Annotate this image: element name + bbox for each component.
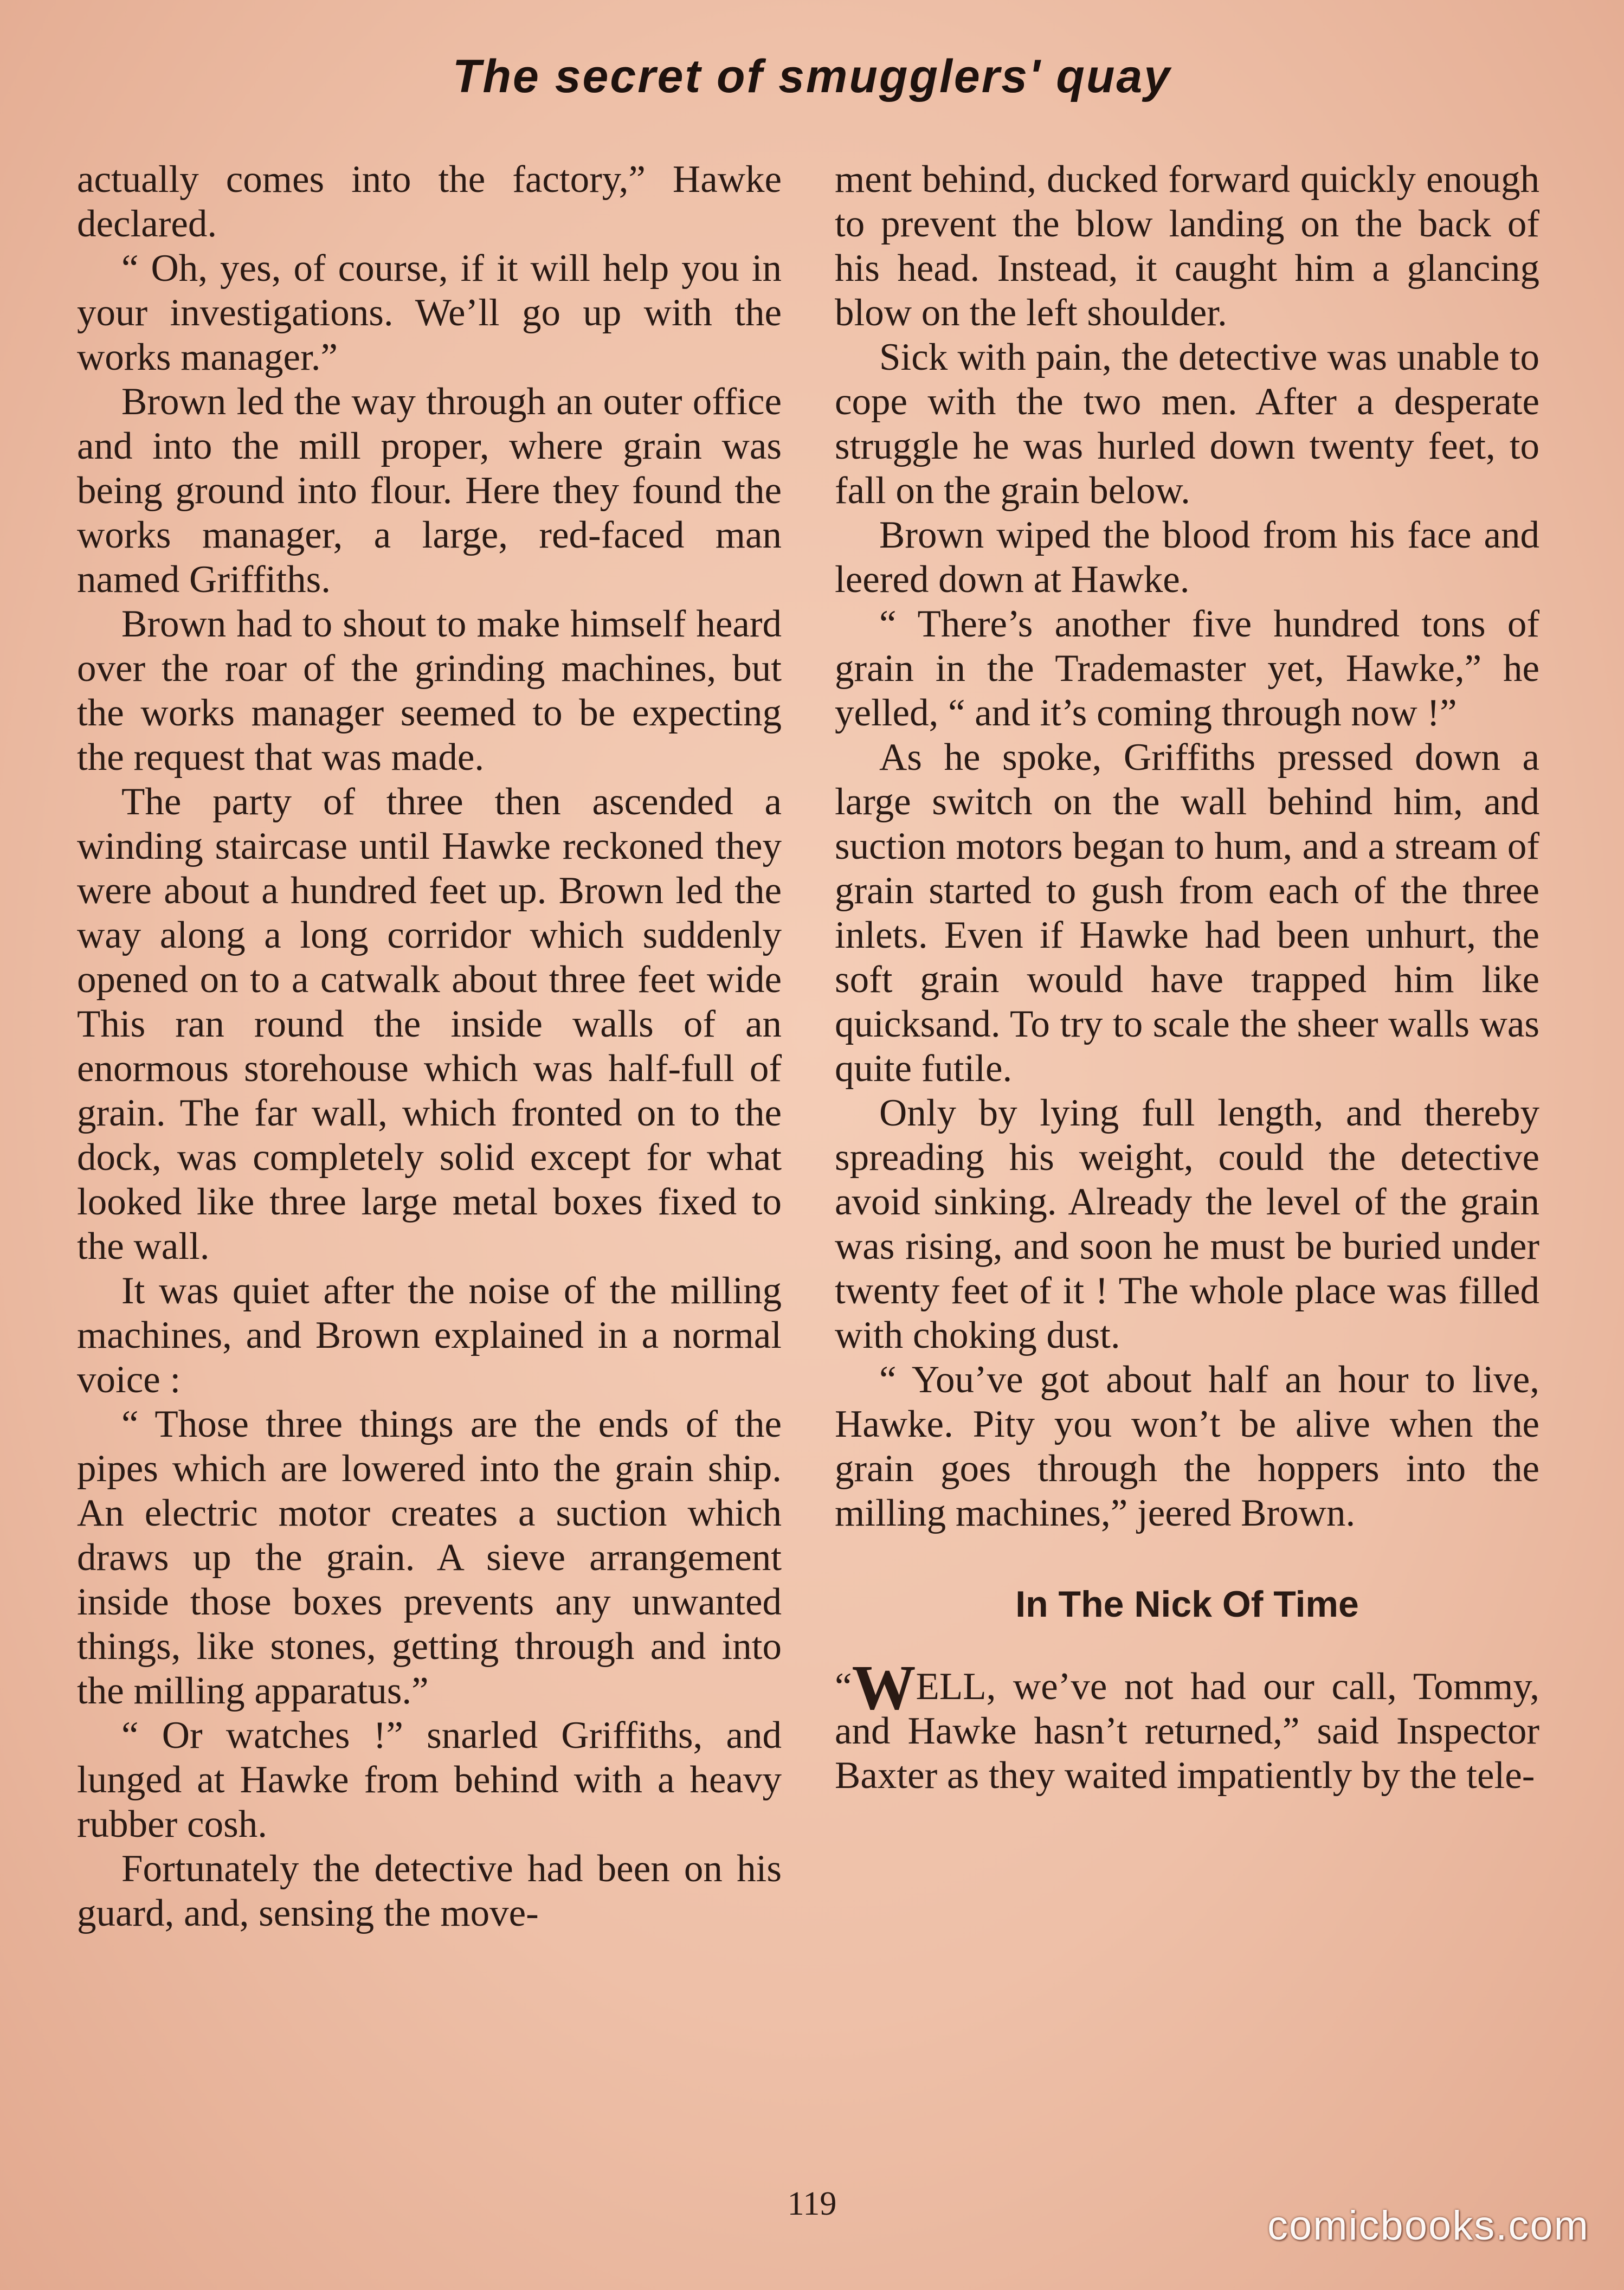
page-title: The secret of smugglers' quay bbox=[452, 50, 1172, 102]
paragraph: ment behind, ducked forward quickly enough to prevent the blow landing on the back of his head. Instead, it caught him a glancing blow on the left shoulder. bbox=[835, 158, 1539, 334]
paragraph: Brown led the way through an outer office and into the mill proper, where grain was being ground into flour. Here they found the works manager, a large, red-faced man named Griffiths. bbox=[77, 381, 782, 601]
opening-quote: “ bbox=[835, 1665, 852, 1708]
paragraph: Brown wiped the blood from his face and leered down at Hawke. bbox=[835, 514, 1539, 601]
paragraph: “ There’s another five hundred tons of grain in the Trademaster yet, Hawke,” he yelled, “ and it’s coming through now !” bbox=[835, 603, 1539, 734]
left-column bbox=[77, 157, 782, 1935]
paragraph: actually comes into the factory,” Hawke declared. bbox=[77, 158, 782, 245]
section-subheading: In The Nick Of Time bbox=[1015, 1584, 1359, 1625]
drop-cap-paragraph-text: ELL, we’ve not had our call, Tommy, and Hawke hasn’t returned,” said Inspector Baxter as they waited impatiently by the tele- bbox=[835, 1665, 1539, 1797]
page-number: 119 bbox=[787, 2185, 837, 2222]
paragraph-drop-cap bbox=[835, 1652, 1539, 1798]
paragraph: “ You’ve got about half an hour to live, Hawke. Pity you won’t be alive when the grain goes through the hoppers into the milling machines,” jeered Brown. bbox=[835, 1359, 1539, 1534]
paragraph: As he spoke, Griffiths pressed down a large switch on the wall behind him, and suction motors began to hum, and a stream of grain started to gush from each of the three inlets. Even if Hawke had been unhurt, the soft grain would have trapped him like quicksand. To try to scale the sheer walls was quite futile. bbox=[835, 736, 1539, 1090]
paragraph: “ Those three things are the ends of the pipes which are lowered into the grain ship. An electric motor creates a suction which draws up the grain. A sieve arrangement inside those boxes prevents any unwanted things, like stones, getting through and into the milling apparatus.” bbox=[77, 1403, 782, 1712]
right-column bbox=[835, 157, 1539, 1798]
drop-cap-letter: W bbox=[852, 1652, 916, 1723]
paragraph: Sick with pain, the detective was unable to cope with the two men. After a desperate struggle he was hurled down twenty feet, to fall on the grain below. bbox=[835, 336, 1539, 512]
paragraph: “ Oh, yes, of course, if it will help you in your investigations. We’ll go up with the works manager.” bbox=[77, 247, 782, 378]
paragraph: Brown had to shout to make himself heard over the roar of the grinding machines, but the works manager seemed to be expecting the request that was made. bbox=[77, 603, 782, 779]
paragraph: The party of three then ascended a winding staircase until Hawke reckoned they were about a hundred feet up. Brown led the way along a long corridor which suddenly opened on to a catwalk about three feet wide This ran round the inside walls of an enormous storehouse which was half-full of grain. The far wall, which fronted on to the dock, was completely solid except for what looked like three large metal boxes fixed to the wall. bbox=[77, 781, 782, 1268]
paragraph: It was quiet after the noise of the milling machines, and Brown explained in a normal voice : bbox=[77, 1270, 782, 1401]
watermark: comicbooks.com bbox=[1267, 2203, 1589, 2249]
paragraph: Fortunately the detective had been on his guard, and, sensing the move- bbox=[77, 1848, 782, 1934]
paragraph: Only by lying full length, and thereby spreading his weight, could the detective avoid sinking. Already the level of the grain was rising, and soon he must be buried under twenty feet of it ! The whole place was filled with choking dust. bbox=[835, 1092, 1539, 1356]
paragraph: “ Or watches !” snarled Griffiths, and lunged at Hawke from behind with a heavy rubber cosh. bbox=[77, 1714, 782, 1845]
